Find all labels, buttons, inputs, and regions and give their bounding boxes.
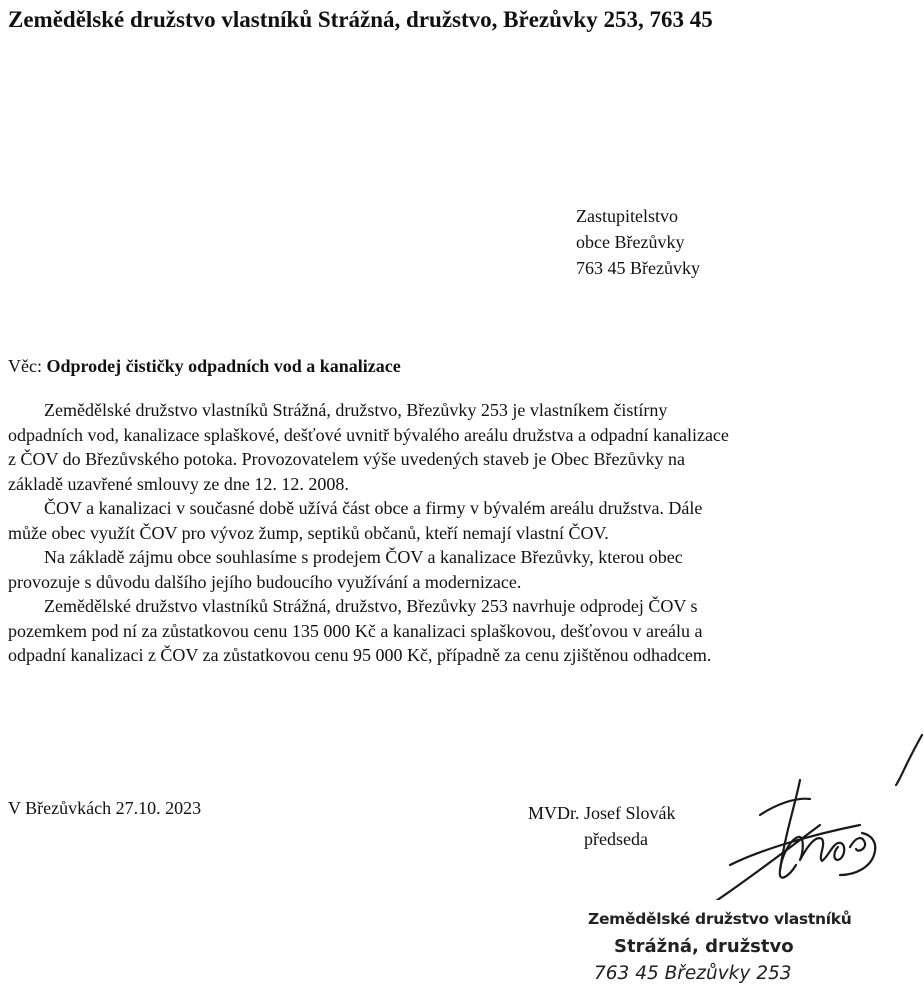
body-line: odpadních vod, kanalizace splaškové, dešťové uvnitř bývalého areálu družstva a odpadní kanalizace <box>8 424 729 445</box>
body-line: provozuje s důvodu dalšího jejího budoucího využívání a modernizace. <box>8 571 522 592</box>
letterhead: Zemědělské družstvo vlastníků Strážná, družstvo, Březůvky 253, 763 45 <box>8 7 713 32</box>
stamp-line-1: Zemědělské družstvo vlastníků <box>588 910 852 928</box>
body-line: z ČOV do Březůvského potoka. Provozovatelem výše uvedených staveb je Obec Březůvky na <box>8 449 685 469</box>
recipient-line-2: obce Březůvky <box>576 232 685 252</box>
handwritten-signature <box>700 725 924 900</box>
signer-role: předseda <box>584 829 648 849</box>
body-line: základě uzavřené smlouvy ze dne 12. 12. 2008. <box>8 473 349 494</box>
recipient-address <box>576 203 700 281</box>
body-line: odpadní kanalizaci z ČOV za zůstatkovou cenu 95 000 Kč, případně za cenu zjištěnou odhadcem. <box>8 645 712 665</box>
subject-line <box>8 356 401 377</box>
place-and-date: V Březůvkách 27.10. 2023 <box>8 798 202 818</box>
body-line: pozemkem pod ní za zůstatkovou cenu 135 000 Kč a kanalizaci splaškovou, dešťovou v areálu a <box>8 620 703 641</box>
body-line: Zemědělské družstvo vlastníků Strážná, družstvo, Březůvky 253 je vlastníkem čistírny <box>44 400 668 420</box>
signer-name: MVDr. Josef Slovák <box>528 803 676 823</box>
recipient-line-1: Zastupitelstvo <box>576 206 678 226</box>
body-line: ČOV a kanalizaci v současné době užívá část obce a firmy v bývalém areálu družstva. Dále <box>44 498 703 518</box>
stamp-line-2: Strážná, družstvo <box>614 936 794 957</box>
letter-body <box>8 398 913 668</box>
signer-block <box>528 800 676 852</box>
subject-text: Odprodej čističky odpadních vod a kanalizace <box>46 356 401 376</box>
subject-label: Věc: <box>8 356 42 376</box>
body-line: Zemědělské družstvo vlastníků Strážná, družstvo, Březůvky 253 navrhuje odprodej ČOV s <box>44 596 698 616</box>
company-stamp <box>588 906 851 987</box>
body-line: může obec využít ČOV pro vývoz žump, septiků občanů, kteří nemají vlastní ČOV. <box>8 522 609 543</box>
stamp-line-3: 763 45 Březůvky 253 <box>594 963 792 984</box>
recipient-line-3: 763 45 Březůvky <box>576 258 700 278</box>
body-line: Na základě zájmu obce souhlasíme s prodejem ČOV a kanalizace Březůvky, kterou obec <box>44 547 683 567</box>
